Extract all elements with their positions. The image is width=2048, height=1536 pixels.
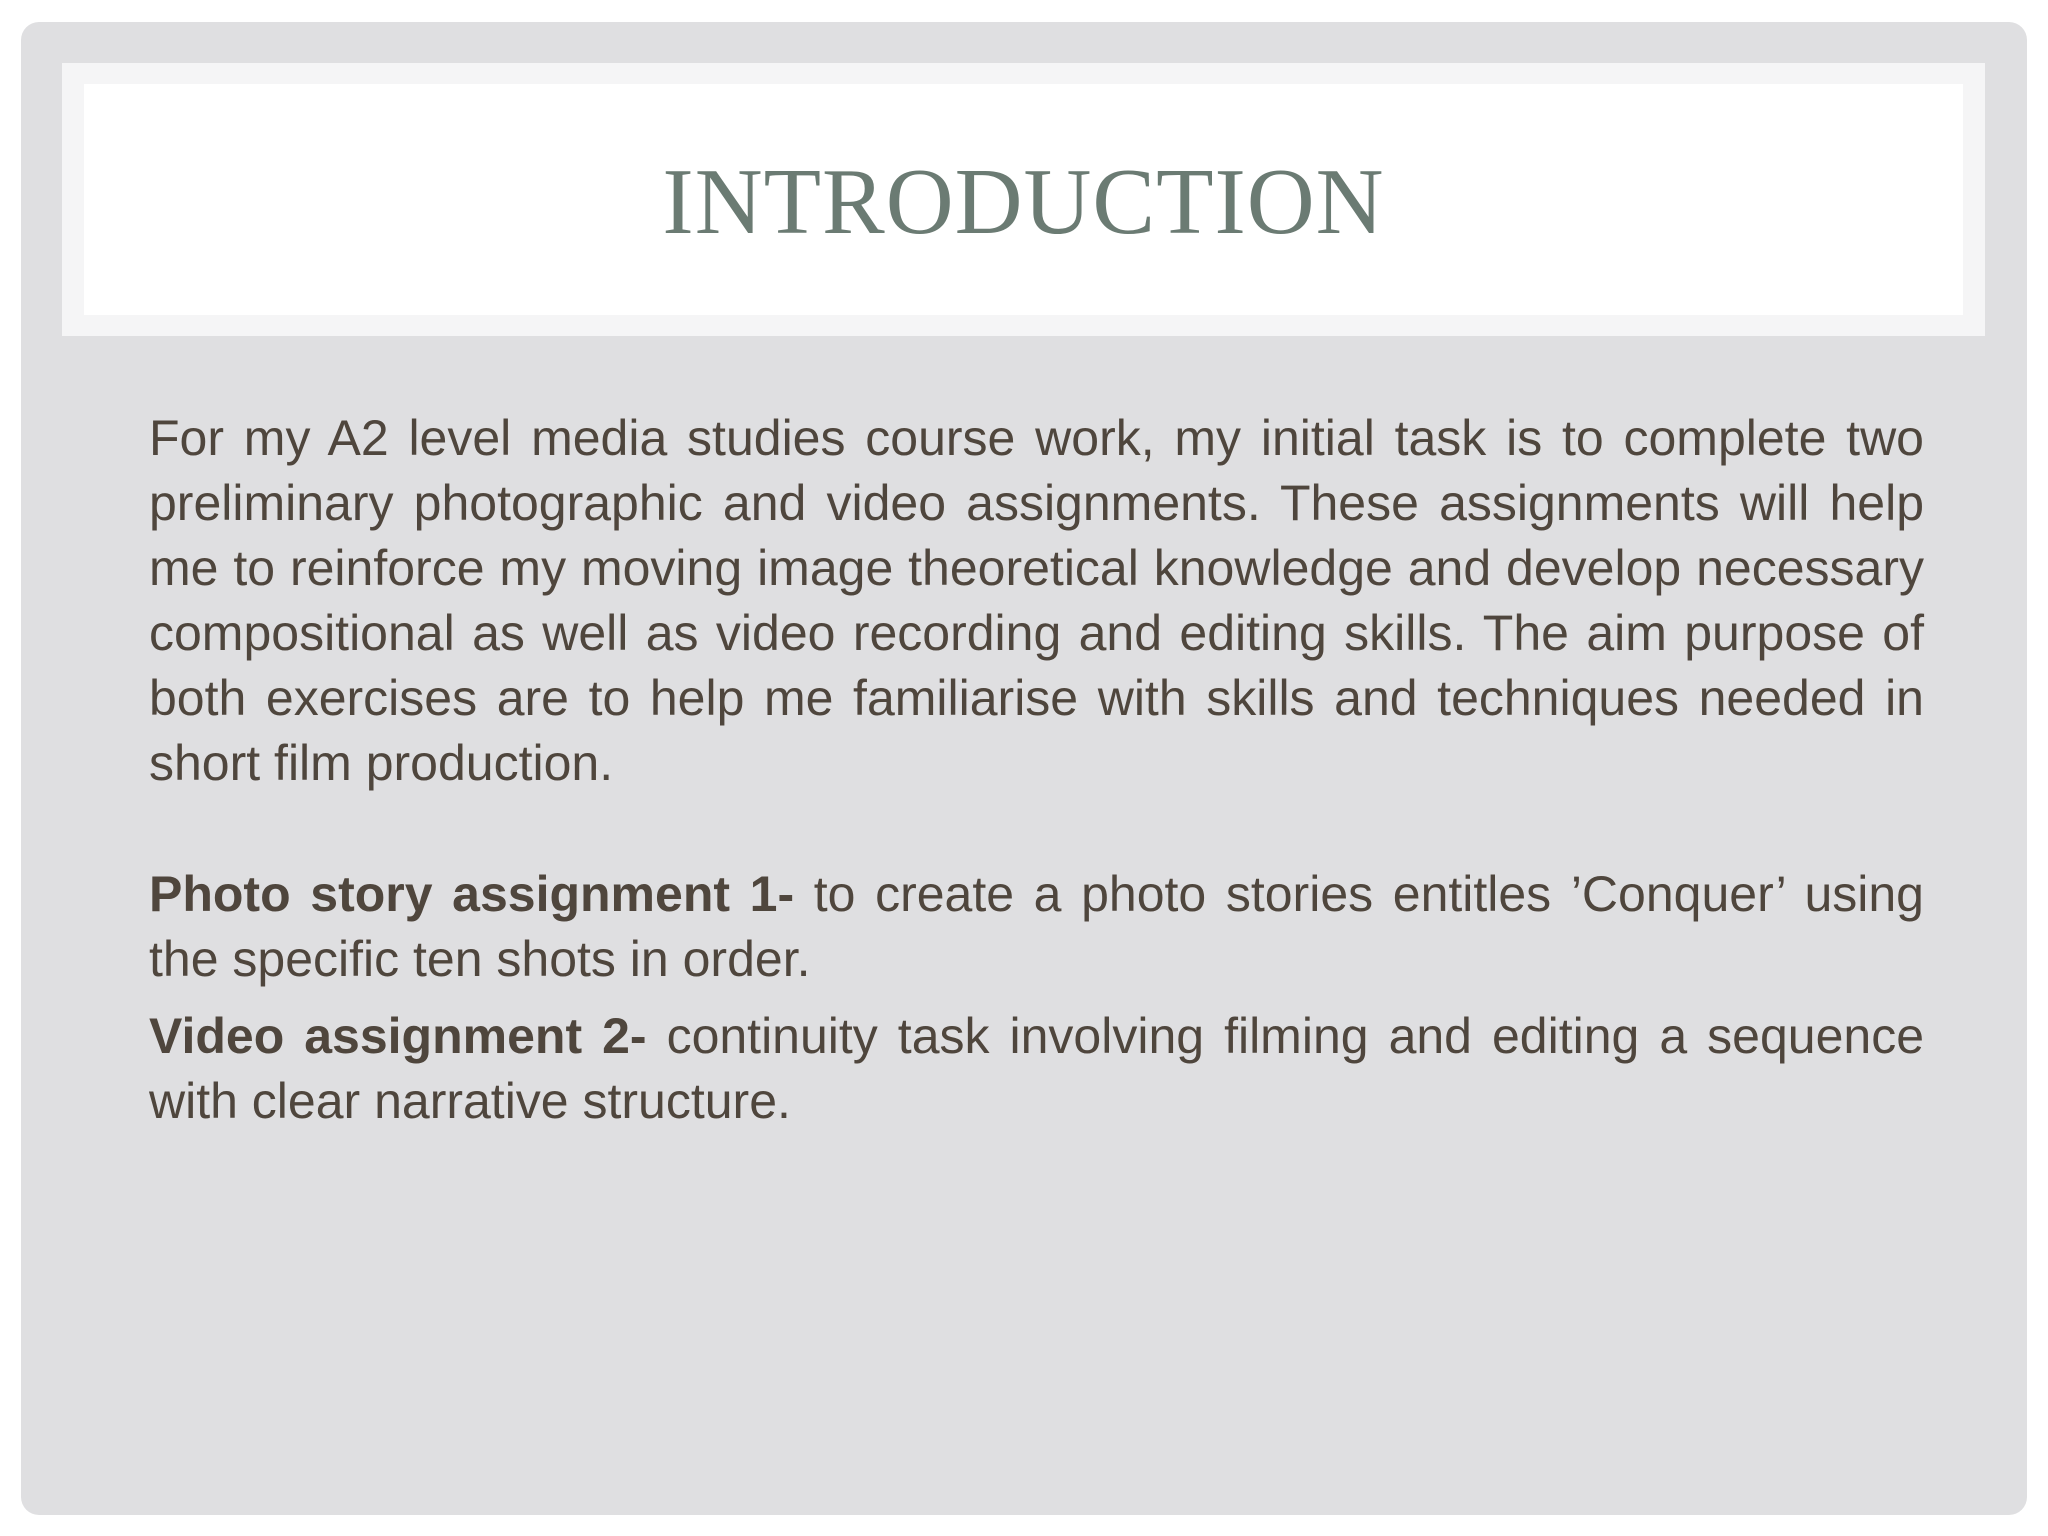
assignment-description: to create a photo stories entitles ’Conquer’ using the specific ten shots in order.: [149, 866, 1924, 987]
assignment-photo-story: [149, 862, 1924, 992]
assignment-video: [149, 1004, 1924, 1134]
slide-title: INTRODUCTION: [662, 149, 1385, 254]
assignment-label: Video assignment 2-: [149, 1008, 647, 1064]
intro-paragraph: For my A2 level media studies course work, my initial task is to complete two preliminary photographic and video assignments. These assignments will help me to reinforce my moving image theoretical knowledge and develop necessary compositional as well as video recording and editing skills. The aim purpose of both exercises are to help me familiarise with skills and techniques needed in short film production.: [149, 410, 1924, 791]
title-panel: [84, 84, 1963, 315]
slide: [21, 22, 2027, 1515]
assignment-description: continuity task involving filming and editing a sequence with clear narrative structure.: [149, 1008, 1925, 1129]
slide-content: [149, 406, 1924, 1146]
title-box: [62, 63, 1985, 336]
assignment-label: Photo story assignment 1-: [149, 866, 795, 922]
